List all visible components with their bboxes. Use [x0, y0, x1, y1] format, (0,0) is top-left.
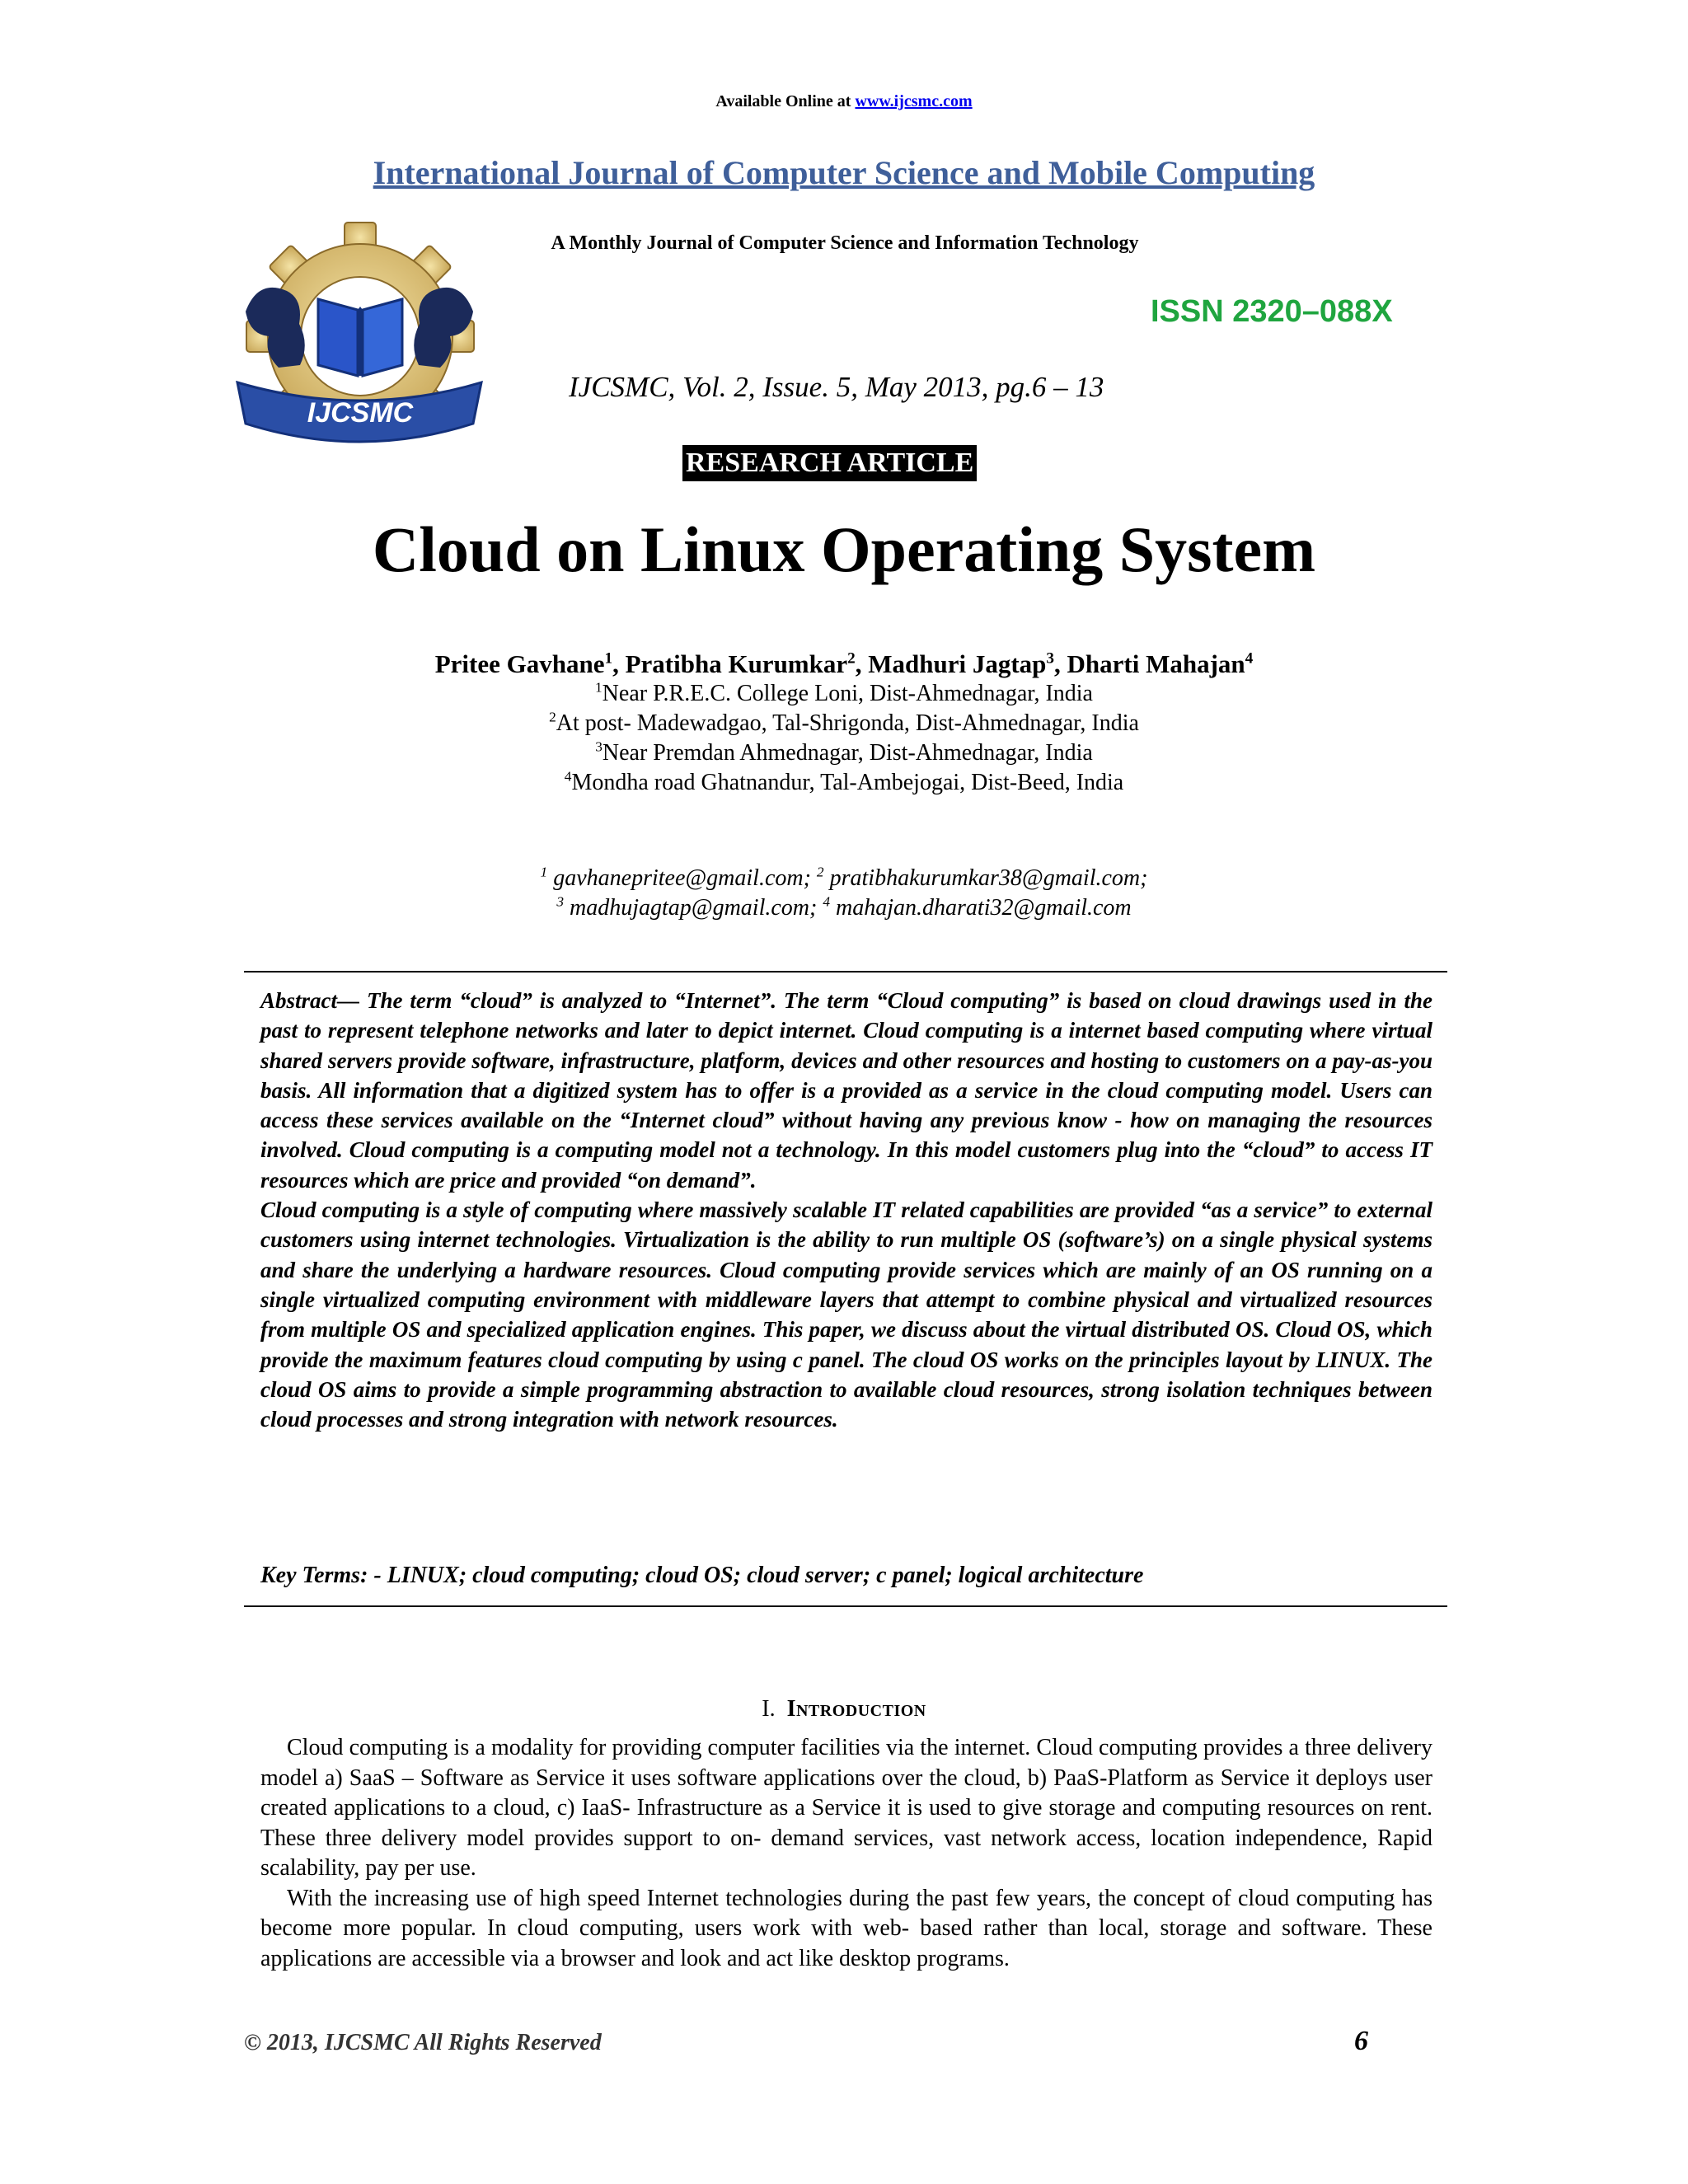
availability-prefix: Available Online at: [715, 92, 856, 110]
bottom-divider: [244, 1605, 1447, 1607]
section-heading: [0, 1696, 1688, 1722]
page-number: 6: [1354, 2026, 1368, 2056]
abstract-paragraph-2: Cloud computing is a style of computing where massively scalable IT related capabilities are provided “as a service” to external customers using internet technologies. Virtualization is the ability to run multiple OS (software’s) on a single physical systems and share the underlying a hardware resources. Cloud computing provide services which are mainly of an OS running on a single virtualized computing environment with middleware layers that attempt to combine physical and virtualized resources from multiple OS and specialized application engines. This paper, we discuss about the virtual distributed OS. Cloud OS, which provide the maximum features cloud computing by using c panel. The cloud OS works on the principles layout by LINUX. The cloud OS aims to provide a simple programming abstraction to available cloud resources, strong isolation techniques between cloud processes and strong integration with network resources.: [260, 1197, 1432, 1432]
email-address[interactable]: madhujagtap@gmail.com;: [570, 895, 818, 921]
author-list: Pritee Gavhane$^1$, Pratibha Kurumkar$^2$, Madhuri Jagtap$^3$, Dharti Mahajan$^4$: [434, 649, 1254, 678]
article-type-badge: RESEARCH ARTICLE: [682, 445, 977, 481]
email-line-2: [0, 895, 1688, 921]
author-superscript: 2: [847, 649, 856, 668]
abstract-paragraph-1: Abstract— The term “cloud” is analyzed to “Internet”. The term “Cloud computing” is based on cloud drawings used in the past to represent telephone networks and later to depict internet. Cloud computing is a internet based computing where virtual shared servers provide software, infrastructure, platform, devices and other resources and hosting to customers on a pay-as-you basis. All information that a digitized system has to offer is a provided as a service in the cloud computing model. Users can access these services available on the “Internet cloud” without having any previous know - how on managing the resources involved. Cloud computing is a computing model not a technology. In this model customers plug into the “cloud” to access IT resources which are price and provided “on demand”.: [260, 988, 1432, 1193]
journal-subtitle: A Monthly Journal of Computer Science and Information Technology: [551, 232, 1139, 254]
email-address[interactable]: gavhanepritee@gmail.com;: [553, 865, 811, 891]
author-name: Pratibha Kurumkar: [625, 649, 848, 678]
author-name: Dharti Mahajan: [1067, 649, 1245, 678]
affiliation-text: Mondha road Ghatnandur, Tal-Ambejogai, Dist-Beed, India: [571, 770, 1124, 795]
affiliation-text: Near P.R.E.C. College Loni, Dist-Ahmednagar, India: [602, 681, 1093, 706]
book-icon: [318, 299, 402, 376]
affiliation-text: At post- Madewadgao, Tal-Shrigonda, Dist-Ahmednagar, India: [556, 710, 1139, 736]
affiliation-2: [0, 710, 1688, 737]
affiliation-text: Near Premdan Ahmednagar, Dist-Ahmednagar, India: [602, 740, 1093, 766]
issn-label: ISSN 2320–088X: [1151, 294, 1393, 329]
top-divider: [244, 971, 1447, 972]
email-address[interactable]: pratibhakurumkar38@gmail.com;: [829, 865, 1148, 891]
email-superscript: 4: [823, 893, 831, 910]
email-superscript: 2: [816, 864, 824, 880]
intro-paragraph-1: Cloud computing is a modality for providing computer facilities via the internet. Cloud computing provides a three delivery model a) SaaS – Software as Service it uses software applications over the cloud, b) PaaS-Platform as Service it deploys user created applications to a cloud, c) IaaS- Infrastructure as a Service it is used to give storage and computing resources on rent. These three delivery model provides support to on- demand services, vast network access, location independence, Rapid scalability, pay per use.: [260, 1735, 1432, 1881]
copyright-footer: © 2013, IJCSMC All Rights Reserved: [244, 2030, 602, 2055]
affiliation-1: [0, 681, 1688, 707]
author-superscript: 1: [604, 649, 613, 668]
introduction-body: [260, 1733, 1432, 1974]
volume-info: IJCSMC, Vol. 2, Issue. 5, May 2013, pg.6 – 13: [569, 371, 1104, 403]
affiliation-superscript: 4: [564, 768, 572, 785]
affiliation-superscript: 1: [594, 679, 603, 696]
website-link[interactable]: www.ijcsmc.com: [855, 92, 973, 110]
key-terms: Key Terms: - LINUX; cloud computing; cloud OS; cloud server; c panel; logical architecture: [260, 1563, 1144, 1588]
affiliation-superscript: 2: [549, 709, 556, 725]
email-superscript: 1: [540, 864, 548, 880]
section-title: Introduction: [786, 1696, 926, 1722]
author-name: Madhuri Jagtap: [868, 649, 1047, 678]
intro-paragraph-2: With the increasing use of high speed Internet technologies during the past few years, the concept of cloud computing has become more popular. In cloud computing, users work with web- based rather than local, storage and software. These applications are accessible via a browser and look and act like desktop programs.: [260, 1885, 1432, 1971]
availability-line: [0, 92, 1688, 111]
paper-title: Cloud on Linux Operating System: [372, 513, 1316, 585]
abstract: [260, 986, 1432, 1434]
ijcsmc-logo: [221, 221, 498, 468]
journal-title[interactable]: International Journal of Computer Science and Mobile Computing: [373, 154, 1315, 191]
affiliation-3: [0, 740, 1688, 766]
affiliation-4: [0, 770, 1688, 796]
author-superscript: 3: [1046, 649, 1055, 668]
author-superscript: 4: [1245, 649, 1254, 668]
affiliation-superscript: 3: [595, 738, 603, 755]
email-superscript: 3: [556, 893, 565, 910]
email-line-1: [0, 865, 1688, 892]
email-address[interactable]: mahajan.dharati32@gmail.com: [836, 895, 1132, 921]
logo-text: IJCSMC: [307, 397, 414, 429]
section-number: I.: [762, 1696, 776, 1722]
author-name: Pritee Gavhane: [434, 649, 605, 678]
